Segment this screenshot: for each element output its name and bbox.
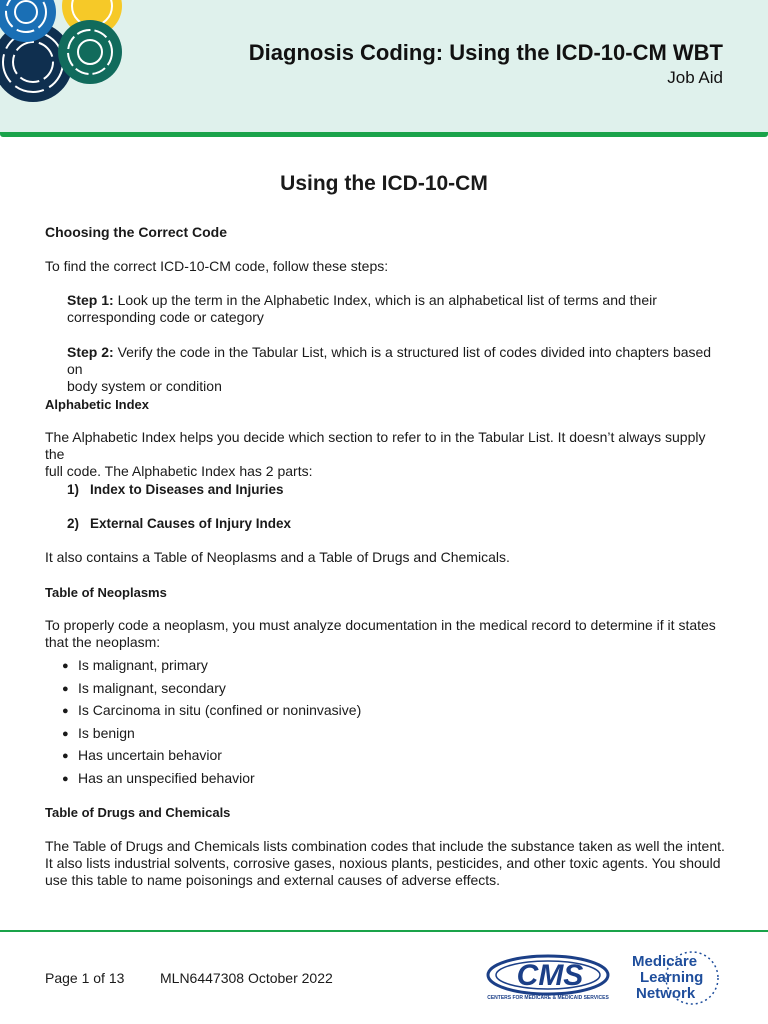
cms-logo-text: CMS [516,959,584,992]
cms-logo [486,953,616,1003]
neoplasm-bullet-1 [62,657,742,675]
index-part-2 [67,515,747,532]
index-part-1-number: 1) [67,482,80,497]
step-2-text-line1: Verify the code in the Tabular List, which is a structured list of codes divided into chapters based on [67,344,712,377]
step-1-text-line1: Look up the term in the Alphabetic Index, which is an alphabetical list of terms and their [117,292,657,308]
footer-divider [0,930,768,932]
neoplasm-bullet-3 [62,702,742,720]
section-heading-choosing: Choosing the Correct Code [45,224,228,240]
step-2 [67,344,727,395]
section-heading-neoplasms: Table of Neoplasms [45,585,167,600]
drugs-paragraph [45,838,725,889]
alphabetic-index-also: It also contains a Table of Neoplasms and a Table of Drugs and Chemicals. [45,549,510,565]
mln-line-3: Network [636,985,696,1002]
bullet-dot-icon: ● [62,728,69,740]
bullet-text: Is Carcinoma in situ (confined or noninvasive) [78,702,362,718]
bullet-dot-icon: ● [62,773,69,785]
bullet-text: Is benign [78,725,135,741]
neoplasm-bullet-5 [62,747,742,765]
neoplasms-paragraph [45,617,725,651]
mln-line-1: Medicare [632,953,698,970]
neoplasms-line1: To properly code a neoplasm, you must analyze documentation in the medical record to determine if it states [45,617,716,633]
bullet-dot-icon: ● [62,750,69,762]
step-2-label: Step 2: [67,344,114,360]
decorative-circles-logo [0,0,130,120]
drugs-line3: use this table to name poisonings and external causes of adverse effects. [45,872,501,888]
step-1-text-line2: corresponding code or category [67,309,264,325]
bullet-dot-icon: ● [62,683,69,695]
index-part-1-text: Index to Diseases and Injuries [90,482,284,497]
document-subtitle: Job Aid [667,68,723,87]
section-heading-drugs: Table of Drugs and Chemicals [45,805,231,820]
header-divider [0,132,768,137]
index-part-2-text: External Causes of Injury Index [90,516,292,531]
choosing-intro: To find the correct ICD-10-CM code, follow these steps: [45,258,389,274]
bullet-text: Is malignant, primary [78,657,208,673]
index-part-1 [67,481,747,498]
mln-line-2: Learning [640,969,704,986]
bullet-dot-icon: ● [62,705,69,717]
alphabetic-index-line1: The Alphabetic Index helps you decide which section to refer to in the Tabular List. It doesn’t always supply the [45,429,706,462]
neoplasm-bullet-2 [62,680,742,698]
step-1-label: Step 1: [67,292,114,308]
bullet-text: Is malignant, secondary [78,680,226,696]
neoplasm-bullet-6 [62,770,742,788]
bullet-text: Has uncertain behavior [78,747,222,763]
page-number: Page 1 of 13 [45,970,125,986]
neoplasms-line2: that the neoplasm: [45,634,161,650]
bullet-dot-icon: ● [62,660,69,672]
medicare-learning-network-logo [630,950,725,1006]
document-id: MLN6447308 October 2022 [160,970,333,986]
alphabetic-index-line2: full code. The Alphabetic Index has 2 parts: [45,463,313,479]
drugs-line2: It also lists industrial solvents, corrosive gases, noxious plants, pesticides, and other toxic agents. You should [45,855,721,871]
document-title: Diagnosis Coding: Using the ICD-10-CM WBT [248,40,723,65]
index-part-2-number: 2) [67,516,80,531]
neoplasm-bullet-4 [62,725,742,743]
bullet-text: Has an unspecified behavior [78,770,255,786]
page-title: Using the ICD-10-CM [280,172,488,195]
drugs-line1: The Table of Drugs and Chemicals lists combination codes that include the substance taken as well the intent. [45,838,725,854]
step-1 [67,292,727,326]
section-heading-alphabetic-index: Alphabetic Index [45,397,150,412]
alphabetic-index-paragraph [45,429,725,480]
cms-tagline: CENTERS FOR MEDICARE & MEDICAID SERVICES [487,995,609,1001]
step-2-text-line2: body system or condition [67,378,222,394]
